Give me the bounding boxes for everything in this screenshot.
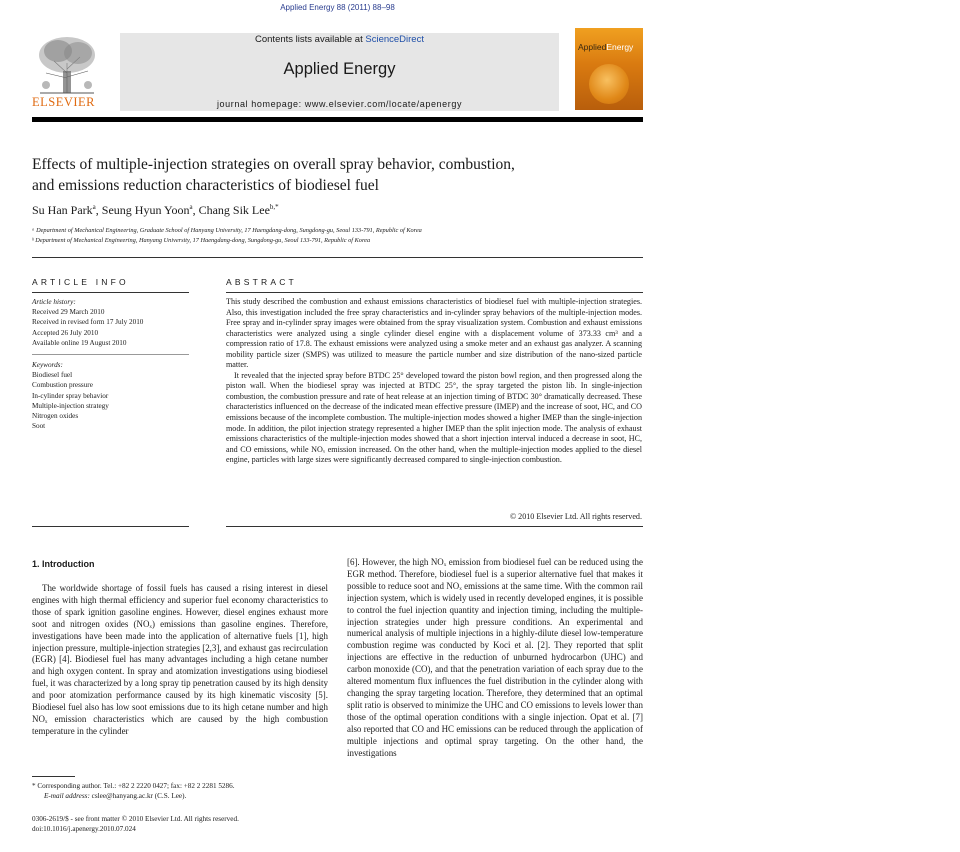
abstract-end-rule (226, 526, 643, 527)
keyword[interactable]: Combustion pressure (32, 381, 93, 390)
abstract-rule (226, 292, 643, 293)
corresponding-author-line: * Corresponding author. Tel.: +82 2 2220 0427; fax: +82 2 2281 5286. (32, 782, 235, 790)
intro-right-column (347, 557, 643, 759)
history-item: Available online 19 August 2010 (32, 338, 127, 347)
keyword[interactable]: Soot (32, 422, 46, 431)
journal-reference[interactable]: Applied Energy 88 (2011) 88–98 (280, 3, 395, 12)
paper-title-line: Effects of multiple-injection strategies on overall spray behavior, combustion, (32, 156, 515, 173)
author-list: Su Han Park$^a$, Seung Hyun Yoon$^a$, Chang Sik Lee$^{b,*}$ (32, 203, 279, 217)
abstract-paragraph: It revealed that the injected spray before BTDC 25° developed toward the piston bowl region, and then progressed along the piston wall. When the biodiesel spray was injected at BTDC 25°, the spray targeted the piston lib. In single-injection combustion, the combustion pressure and rate of heat release at an injection timing of BTDC 30° dramatically decreased. These characteristics influenced on the decrease of the indicated mean effective pressure (IMEP) and the increase of soot, HC, and CO emissions because of the incomplete combustion. The multiple-injection modes showed a higher IMEP than the single-injection mode. In addition, the pilot injection strategy represented a higher IMEP than the split injection mode. The analysis of exhaust emissions characteristics of the multiple-injection modes showed that a short injection interval induced a decrease in soot, HC, and CO emissions, while NOₓ emission increased. On the other hand, when the multiple-injection modes applied to the diesel engine, particles with large sizes were significantly decreased compared to single-injection combustion. (226, 370, 642, 465)
author-affiliation-mark: b,* (269, 203, 279, 211)
abstract-body (226, 297, 642, 466)
email-link[interactable]: cslee@hanyang.ac.kr (C.S. Lee). (91, 791, 187, 800)
bottom-metadata (32, 815, 332, 834)
keyword[interactable]: Multiple-injection strategy (32, 401, 109, 410)
intro-paragraph: The worldwide shortage of fossil fuels has caused a rising interest in diesel engines with high thermal efficiency and superior fuel economy characteristics to those of spark ignition gasoline engines. However, diesel engines exhaust more soot and nitrogen oxides (NOₓ) emissions than gasoline engines. Therefore, investigations have been made into the application of alternative fuels [1], high injection pressure, multiple-injection strategies [2,3], and exhaust gas recirculation (EGR) [4]. Biodiesel fuel has many advantages including a high cetane number and high oxygen content. In spray and atomization investigations using biodiesel fuel, it was characterized by a long spray tip penetration caused by its high density and poor atomization performance caused by its high kinematic viscosity [5]. Biodiesel fuel also has low soot emissions due to its high cetane number and high NOₓ emission characteristics which are caused by the high combustion temperature in the cylinder (32, 583, 328, 736)
abstract-paragraph: This study described the combustion and exhaust emissions characteristics of biodiesel fuel with multiple-injection strategies. Also, this investigation included the free spray characteristics and in-cylinder spray behaviors of the multiple-injection modes. Free spray and in-cylinder spray images were obtained from the spray visualization system. Combustion and exhaust emissions characteristics were analyzed using a single cylinder diesel engine with a displacement volume of 373.33 cm³ and a compression ratio of 17.8. The exhaust emissions were analyzed using a smoke meter and an exhaust gas analyzer. A scanning mobility particle sizer (SMPS) was utilized to measure the particle number and size distribution of the nano-sized particle matter. (226, 297, 642, 370)
article-info-end-rule (32, 526, 189, 527)
journal-cover-thumbnail[interactable] (575, 28, 643, 110)
email-label: E-mail address: (44, 791, 90, 800)
email-line (32, 792, 332, 802)
paper-title-line: and emissions reduction characteristics of biodiesel fuel (32, 177, 379, 194)
abstract-copyright: © 2010 Elsevier Ltd. All rights reserved. (509, 512, 642, 521)
doi-link[interactable]: doi:10.1016/j.apenergy.2010.07.024 (32, 824, 136, 833)
keywords-label: Keywords: (32, 361, 63, 369)
article-info-heading: ARTICLE INFO (32, 277, 129, 287)
keyword[interactable]: In-cylinder spray behavior (32, 391, 109, 400)
cover-art-icon (589, 64, 629, 104)
journal-homepage-link[interactable]: journal homepage: www.elsevier.com/locate/apenergy (216, 99, 463, 109)
journal-title: Applied Energy (283, 60, 396, 78)
author-affiliation-mark: a (92, 203, 96, 211)
author-affiliation-mark: a (189, 203, 193, 211)
affiliation-b: ᵇ Department of Mechanical Engineering, Hanyang University, 17 Haengdang-dong, Sungdong-gu, Seoul 133-791, Republic of Korea (32, 237, 371, 244)
header-rule (32, 117, 643, 122)
cover-title (578, 42, 633, 52)
history-rule (32, 354, 189, 355)
intro-paragraph: [6]. However, the high NOₓ emission from biodiesel fuel can be reduced using the EGR method. Therefore, biodiesel fuel is a superior alternative fuel that makes it possible to reduce soot and NOₓ emissions at the same time. With the common rail injection system, which is widely used in recently developed engines, it is possible to control the fuel injection quantity and injection timing, including the multiple-injection strategies under high pressure conditions. An experimental and numerical analysis of multiple injections in a highly-dilute diesel low-temperature combustion regime was conducted by Koci et al. [2]. They reported that split injections are effective in the reduction of unburned hydrocarbon (UHC) and carbon monoxide (CO), and that the penetration variation of each spray due to the altered momentum flux influences the fuel distribution in the cylinder along with changing the spray targeting location. Therefore, they determined that an optimal split ratio is observed to minimize the UHC and CO emissions to levels lower than those of the optimal operation conditions with a single injection. Opat et al. [7] also reported that CO and HC emissions can be reduced through the application of multiple injections and optimal spray targeting. On the other hand, the investigations (347, 557, 643, 758)
elsevier-tree-icon (32, 33, 102, 95)
sciencedirect-link[interactable]: ScienceDirect (365, 34, 424, 45)
elsevier-wordmark: ELSEVIER (32, 95, 96, 109)
author-name[interactable]: Seung Hyun Yoon (101, 203, 190, 217)
corresponding-author-footnote (32, 782, 332, 801)
article-history (32, 297, 192, 348)
cover-title-word: Applied (578, 42, 607, 52)
contents-available-line (120, 34, 559, 45)
history-item: Received 29 March 2010 (32, 308, 105, 317)
keyword[interactable]: Nitrogen oxides (32, 412, 79, 421)
keywords-block (32, 360, 192, 431)
section-heading-introduction: 1. Introduction (32, 559, 95, 569)
abstract-heading: ABSTRACT (226, 277, 297, 287)
keyword[interactable]: Biodiesel fuel (32, 371, 73, 380)
footnote-rule (32, 776, 75, 777)
author-name[interactable]: Chang Sik Lee (198, 203, 270, 217)
elsevier-logo (32, 33, 104, 111)
history-label: Article history: (32, 298, 76, 306)
history-item: Received in revised form 17 July 2010 (32, 318, 144, 327)
issn-line: 0306-2619/$ - see front matter © 2010 Elsevier Ltd. All rights reserved. (32, 815, 239, 823)
author-name[interactable]: Su Han Park (32, 203, 93, 217)
intro-left-column (32, 583, 328, 738)
contents-prefix: Contents lists available at (255, 34, 366, 45)
article-info-rule (32, 292, 189, 293)
cover-title-word-accent: Energy (606, 42, 634, 52)
affiliation-a: ᵃ Department of Mechanical Engineering, Graduate School of Hanyang University, 17 Haengdang-dong, Sungdong-gu, Seoul 133-791, Republic of Korea (32, 227, 422, 234)
paper-title (32, 154, 652, 196)
affiliation-rule (32, 257, 643, 258)
history-item: Accepted 26 July 2010 (32, 328, 99, 337)
